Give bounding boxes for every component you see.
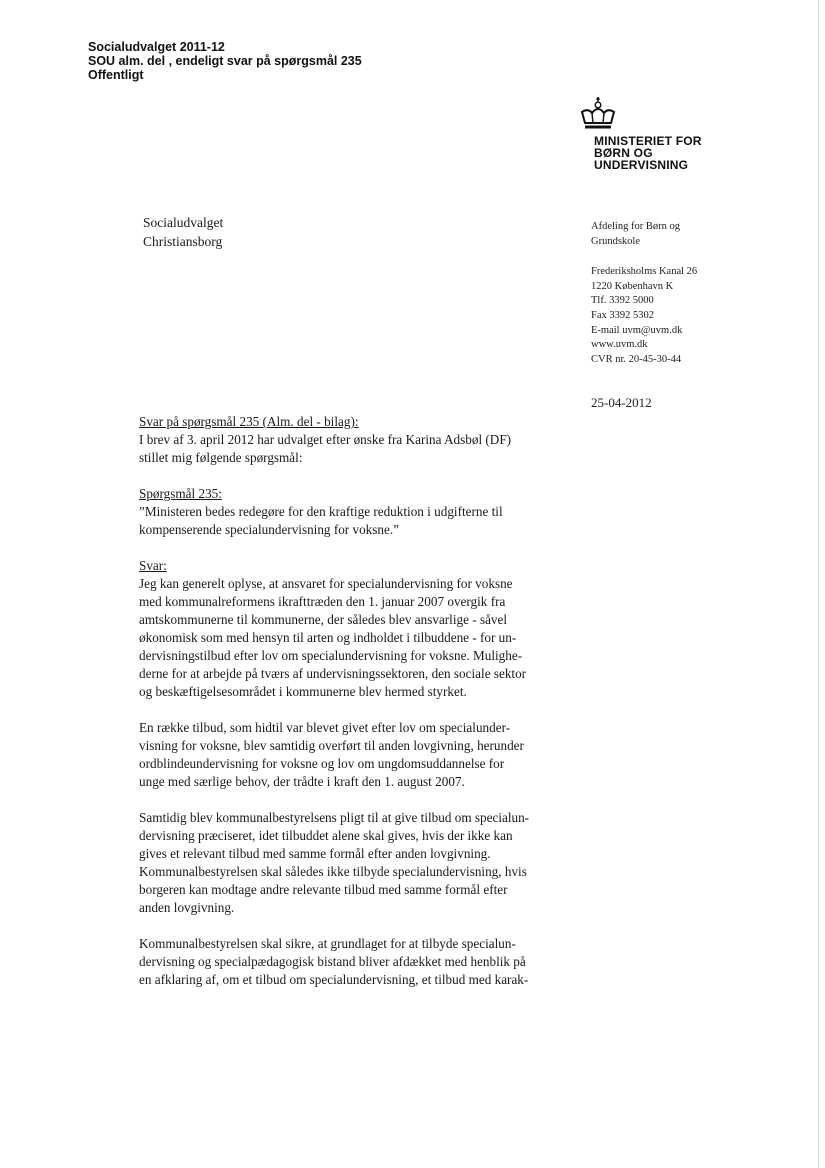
intro-line: stillet mig følgende spørgsmål:: [139, 450, 303, 465]
fax-line: Fax 3392 5302: [591, 309, 654, 321]
paragraph-line: derne for at arbejde på tværs af undervisningssektoren, den sociale sektor: [139, 666, 527, 681]
paragraph-line: unge med særlige behov, der trådte i kraft den 1. august 2007.: [139, 774, 465, 789]
paragraph-line: Samtidig blev kommunalbestyrelsens pligt til at give tilbud om specialun-: [139, 810, 530, 825]
document-header: [88, 40, 362, 82]
ministry-name: [594, 135, 702, 171]
paragraph-line: og beskæftigelsesområdet i kommunerne blev hermed styrket.: [139, 684, 467, 699]
question-line: ”Ministeren bedes redegøre for den kraftige reduktion i udgifterne til: [139, 504, 503, 519]
paragraph-line: dervisning og specialpædagogisk bistand bliver afdækket med henblik på: [139, 954, 526, 969]
header-reference-line: SOU alm. del , endeligt svar på spørgsmål 235: [88, 54, 362, 68]
ministry-name-line: BØRN OG: [594, 146, 653, 160]
scan-edge-divider: [818, 0, 819, 1168]
letter-body: [139, 413, 579, 989]
address-line: Frederiksholms Kanal 26: [591, 266, 698, 278]
department-line: Afdeling for Børn og: [591, 221, 680, 232]
cvr-line: CVR nr. 20-45-30-44: [591, 353, 682, 365]
ministry-name-line: UNDERVISNING: [594, 158, 689, 172]
paragraph-line: økonomisk som med hensyn til arten og indholdet i tilbuddene - for un-: [139, 630, 517, 645]
subject-heading: Svar på spørgsmål 235 (Alm. del - bilag):: [139, 414, 359, 429]
paragraph-line: dervisning præciseret, idet tilbuddet alene skal gives, hvis der ikke kan: [139, 828, 513, 843]
paragraph-line: anden lovgivning.: [139, 900, 235, 915]
department-line: Grundskole: [591, 235, 640, 247]
paragraph-line: gives et relevant tilbud med samme formål efter anden lovgivning.: [139, 846, 491, 861]
header-committee-line: Socialudvalget 2011-12: [88, 40, 225, 54]
email-line: E-mail uvm@uvm.dk: [591, 324, 683, 336]
header-status-line: Offentligt: [88, 68, 144, 82]
paragraph-line: ordblindeundervisning for voksne og lov om ungdomsuddannelse for: [139, 756, 505, 771]
intro-line: I brev af 3. april 2012 har udvalget efter ønske fra Karina Adsbøl (DF): [139, 432, 512, 447]
paragraph-line: dervisningstilbud efter lov om specialundervisning for voksne. Mulighe-: [139, 648, 523, 663]
recipient-address: [143, 213, 223, 251]
website-line: www.uvm.dk: [591, 339, 648, 351]
paragraph-line: borgeren kan modtage andre relevante tilbud med samme formål efter: [139, 882, 508, 897]
paragraph-line: Kommunalbestyrelsen skal sikre, at grundlaget for at tilbyde specialun-: [139, 936, 516, 951]
letter-date: 25-04-2012: [591, 395, 652, 410]
sender-info: [591, 220, 697, 367]
phone-line: Tlf. 3392 5000: [591, 295, 654, 307]
paragraph-line: Kommunalbestyrelsen skal således ikke tilbyde specialundervisning, hvis: [139, 864, 527, 879]
address-line: 1220 København K: [591, 280, 674, 292]
paragraph-line: amtskommunerne til kommunerne, der således blev ansvarlige - såvel: [139, 612, 508, 627]
question-line: kompenserende specialundervisning for voksne.”: [139, 522, 400, 537]
ministry-name-line: MINISTERIET FOR: [594, 134, 702, 148]
paragraph-line: En række tilbud, som hidtil var blevet givet efter lov om specialunder-: [139, 720, 511, 735]
paragraph-line: med kommunalreformens ikrafttræden den 1. januar 2007 overgik fra: [139, 594, 506, 609]
question-heading: Spørgsmål 235:: [139, 486, 222, 501]
recipient-line: Christiansborg: [143, 234, 223, 249]
recipient-line: Socialudvalget: [143, 215, 224, 230]
paragraph-line: en afklaring af, om et tilbud om specialundervisning, et tilbud med karak-: [139, 972, 529, 987]
crown-logo-icon: [578, 96, 618, 132]
paragraph-line: Jeg kan generelt oplyse, at ansvaret for specialundervisning for voksne: [139, 576, 513, 591]
paragraph-line: visning for voksne, blev samtidig overført til anden lovgivning, herunder: [139, 738, 524, 753]
answer-heading: Svar:: [139, 558, 167, 573]
